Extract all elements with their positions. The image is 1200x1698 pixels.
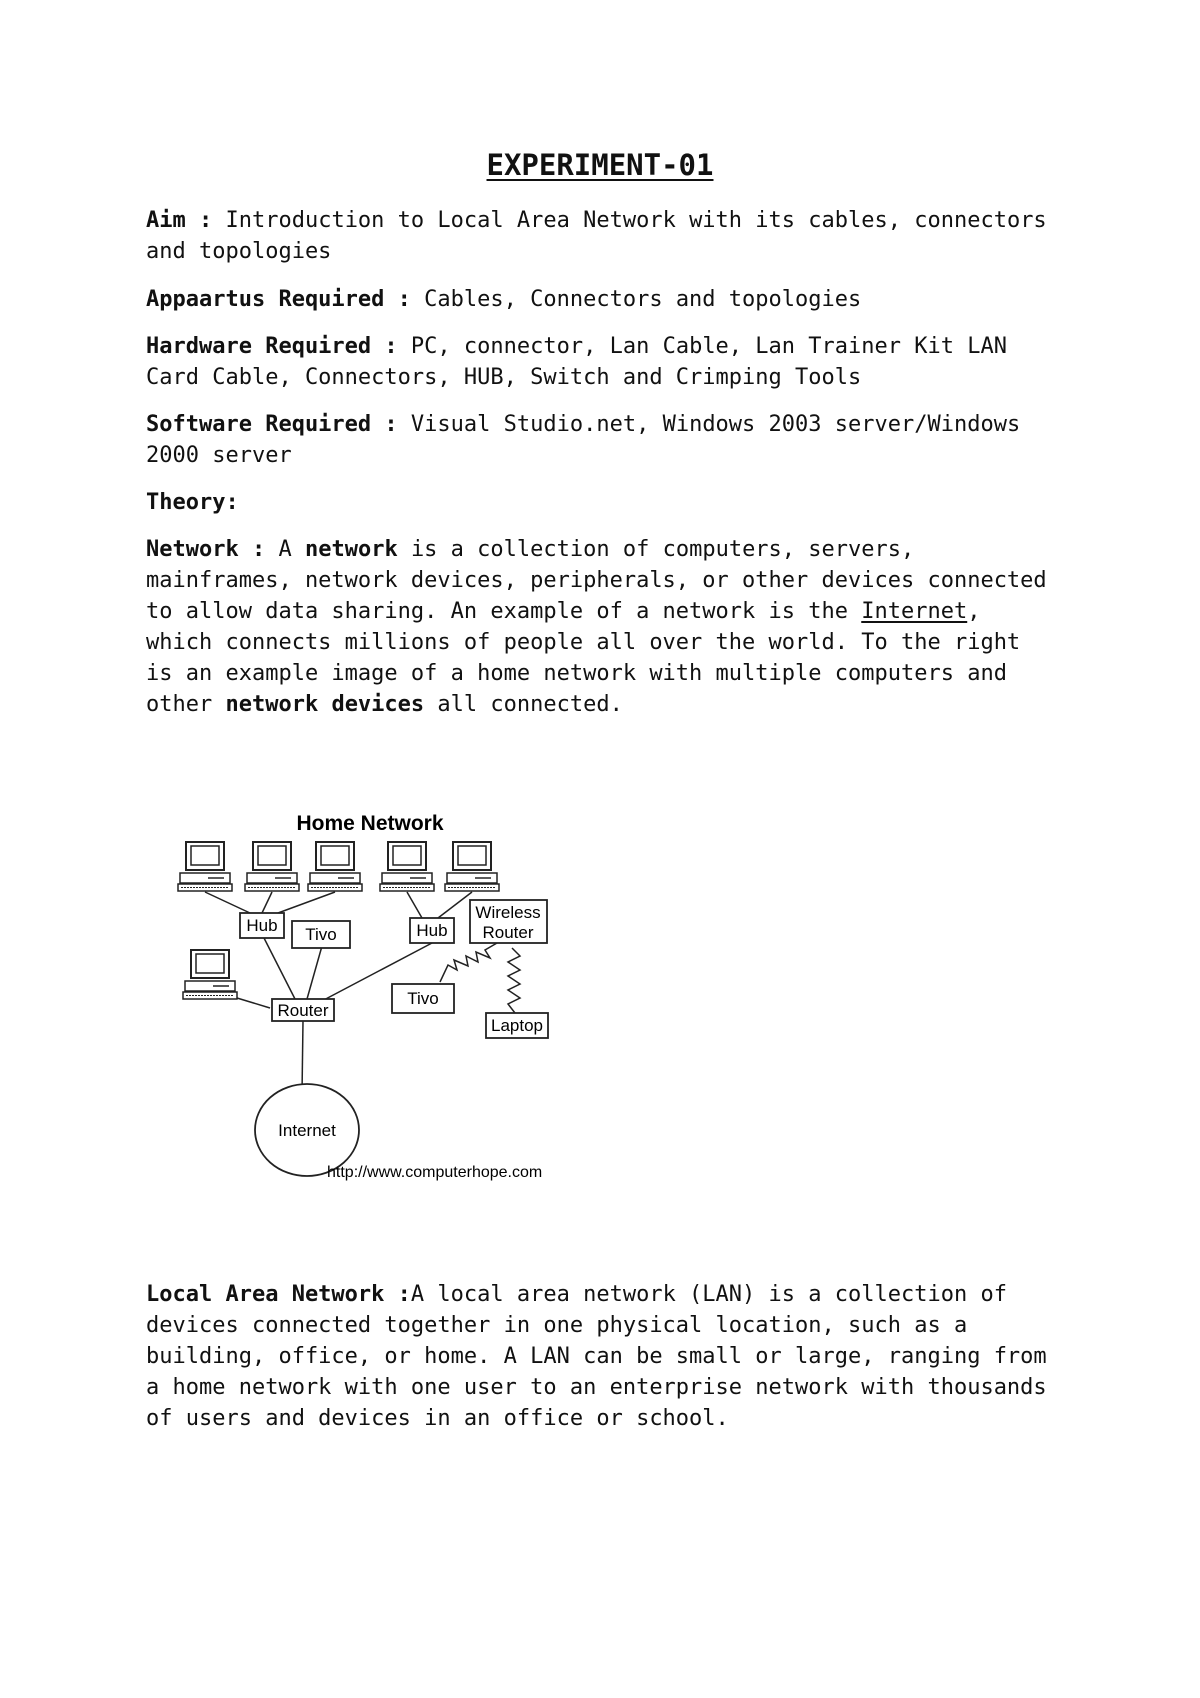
software-text-line1: Visual Studio.net, Windows 2003 server/Windows (410, 412, 1021, 437)
software-text-line2: 2000 server (146, 443, 292, 468)
network-text-line5: is an example image of a home network with multiple computers and (146, 661, 1007, 686)
network-text-line4: which connects millions of people all over the world. To the right (146, 630, 1021, 655)
lan-text-line1: A local area network (LAN) is a collection of (410, 1282, 1007, 1307)
home-network-diagram (170, 800, 590, 1190)
tivo-bottom-label: Tivo (407, 989, 439, 1008)
hardware-text-line2: Card Cable, Connectors, HUB, Switch and Crimping Tools (146, 365, 862, 390)
laptop-node (486, 1013, 548, 1038)
hub-right-label: Hub (416, 921, 448, 940)
aim-text-line1: Introduction to Local Area Network with its cables, connectors (225, 208, 1047, 233)
network-label: Network : (146, 537, 266, 562)
network-text-line6-a: other (146, 692, 213, 717)
lan-text-line4: a home network with one user to an enterprise network with thousands (146, 1375, 1047, 1400)
theory-heading (146, 487, 1076, 518)
network-text-line3: to allow data sharing. An example of a network is the (146, 599, 848, 624)
desktop-computer-icon (308, 842, 362, 891)
lan-label: Local Area Network : (146, 1282, 411, 1307)
lan-text-line2: devices connected together in one physical location, such as a (146, 1313, 968, 1338)
network-text-c: is a collection of computers, servers, (410, 537, 915, 562)
hub-right-node (410, 918, 454, 943)
desktop-computer-icon (445, 842, 499, 891)
network-section (146, 534, 1076, 720)
hub-left-node (240, 913, 284, 938)
wireless-router-label-2: Router (482, 923, 534, 942)
router-node (272, 999, 334, 1021)
laptop-label: Laptop (491, 1016, 543, 1035)
internet-label: Internet (278, 1121, 336, 1140)
network-text-line3-end: , (967, 599, 981, 624)
router-label: Router (277, 1001, 329, 1020)
aim-label: Aim : (146, 208, 213, 233)
aim-section (146, 205, 1076, 267)
lan-text-line5: of users and devices in an office or school. (146, 1406, 729, 1431)
tivo-top-label: Tivo (305, 925, 337, 944)
software-section (146, 409, 1076, 471)
desktop-computer-icon (178, 842, 232, 891)
lan-text-line3: building, office, or home. A LAN can be small or large, ranging from (146, 1344, 1047, 1369)
diagram-title: Home Network (296, 812, 444, 835)
tivo-bottom-node (392, 984, 454, 1013)
apparatus-section (146, 284, 1076, 315)
hub-left-label: Hub (246, 916, 278, 935)
network-text-line6-c: all connected. (437, 692, 623, 717)
wireless-router-label-1: Wireless (475, 903, 541, 922)
desktop-computer-icon (183, 950, 237, 999)
desktop-computer-icon (245, 842, 299, 891)
desktop-computer-icon (380, 842, 434, 891)
internet-node (255, 1084, 359, 1176)
aim-text-line2: and topologies (146, 239, 332, 264)
hardware-text-line1: PC, connector, Lan Cable, Lan Trainer Kit LAN (410, 334, 1007, 359)
apparatus-label: Appaartus Required : (146, 287, 411, 312)
source-url: http://www.computerhope.com (327, 1164, 543, 1181)
hardware-label: Hardware Required : (146, 334, 398, 359)
wireless-router-node (470, 900, 547, 943)
theory-label: Theory: (146, 490, 239, 515)
internet-link[interactable]: Internet (861, 599, 968, 624)
network-devices-term: network devices (225, 692, 425, 717)
lan-section (146, 1279, 1076, 1434)
network-term: network (304, 537, 398, 562)
page-title: EXPERIMENT-01 (486, 148, 714, 182)
software-label: Software Required : (146, 412, 398, 437)
network-text-line2: mainframes, network devices, peripherals, or other devices connected (146, 568, 1047, 593)
tivo-top-node (292, 921, 350, 948)
hardware-section (146, 331, 1076, 393)
apparatus-text: Cables, Connectors and topologies (424, 287, 862, 312)
network-text-a: A (278, 537, 292, 562)
